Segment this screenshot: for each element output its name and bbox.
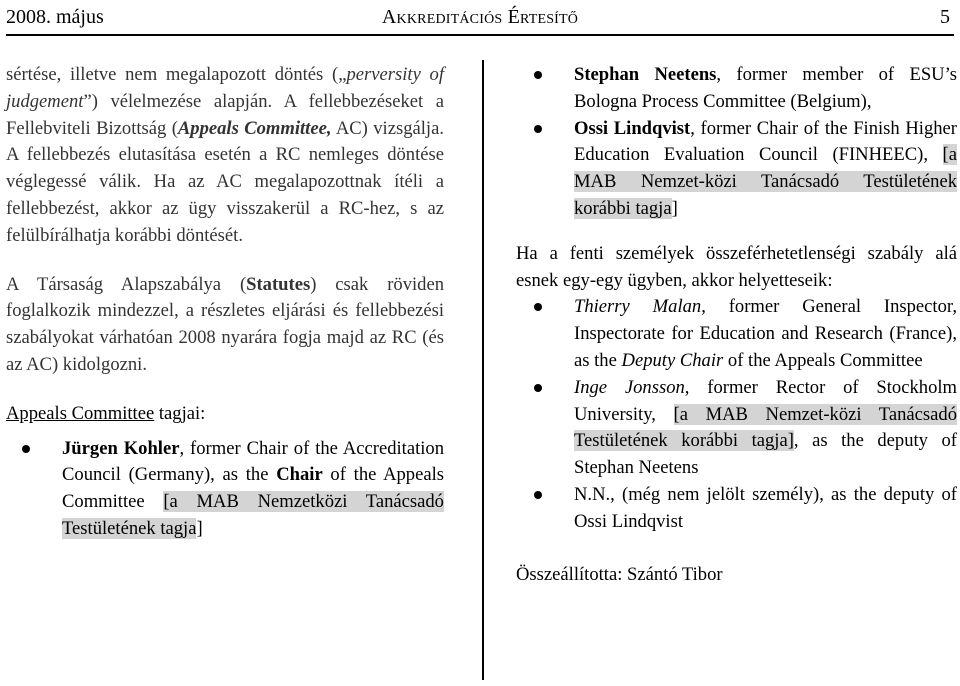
paragraph-appeals-procedure: sértése, illetve nem megalapozott döntés („perversity of judgement”) vélelmezése alapján. A fellebbezéseket a Fellebviteli Bizottság (Appeals Committee, AC) vizsgálja. A fellebbezés elutasítása esetén a RC nemleges döntése véglegessé válik. Ha az AC megalapozottnak ítéli a fellebbezést, akkor az ügy visszakerül a RC-hez, s az felülbírálhatja korábbi döntését.: [6, 64, 444, 246]
paragraph-deputies: Ha a fenti személyek összeférhetetlenségi szabály alá esnek egy-egy ügyben, akkor helyetteseik:: [516, 242, 957, 291]
deputies-list: [516, 294, 957, 535]
header-rule: [6, 34, 954, 36]
header-title: Akkreditációs Értesítő: [381, 6, 579, 28]
list-item: Inge Jonsson, former Rector of Stockholm University, [a MAB Nemzet-közi Tanácsadó Testületének korábbi tagja], as the deputy of Stephan Neetens: [516, 375, 957, 482]
appeals-committee-list: [6, 436, 444, 543]
appeals-committee-heading: Appeals Committee tagjai:: [6, 402, 206, 424]
page-number: 5: [940, 6, 950, 28]
list-item: Stephan Neetens, former member of ESU’s Bologna Process Committee (Belgium),: [516, 62, 957, 116]
page-header: [6, 2, 954, 32]
list-item: Jürgen Kohler, former Chair of the Accreditation Council (Germany), as the Chair of the Appeals Committee [a MAB Nemzetközi Tanácsadó Testületének tagja]: [6, 436, 444, 543]
list-item: Thierry Malan, former General Inspector, Inspectorate for Education and Research (France), as the Deputy Chair of the Appeals Committee: [516, 294, 957, 374]
list-item: Ossi Lindqvist, former Chair of the Finish Higher Education Evaluation Council (FINHEEC), [a MAB Nemzet-közi Tanácsadó Testületének korábbi tagja]: [516, 116, 957, 223]
compiled-by: Összeállította: Szántó Tibor: [516, 563, 723, 585]
members-list: [516, 62, 957, 223]
left-column: [6, 62, 444, 543]
header-date: 2008. május: [6, 6, 104, 28]
right-column: [516, 62, 957, 588]
column-divider: [482, 60, 484, 680]
list-item: N.N., (még nem jelölt személy), as the deputy of Ossi Lindqvist: [516, 482, 957, 536]
paragraph-statutes: A Társaság Alapszabálya (Statutes) csak röviden foglalkozik mindezzel, a részletes eljárási és fellebbezési szabályokat várhatóan 2008 nyarára fogja majd az RC (és az AC) kidolgozni.: [6, 273, 445, 375]
